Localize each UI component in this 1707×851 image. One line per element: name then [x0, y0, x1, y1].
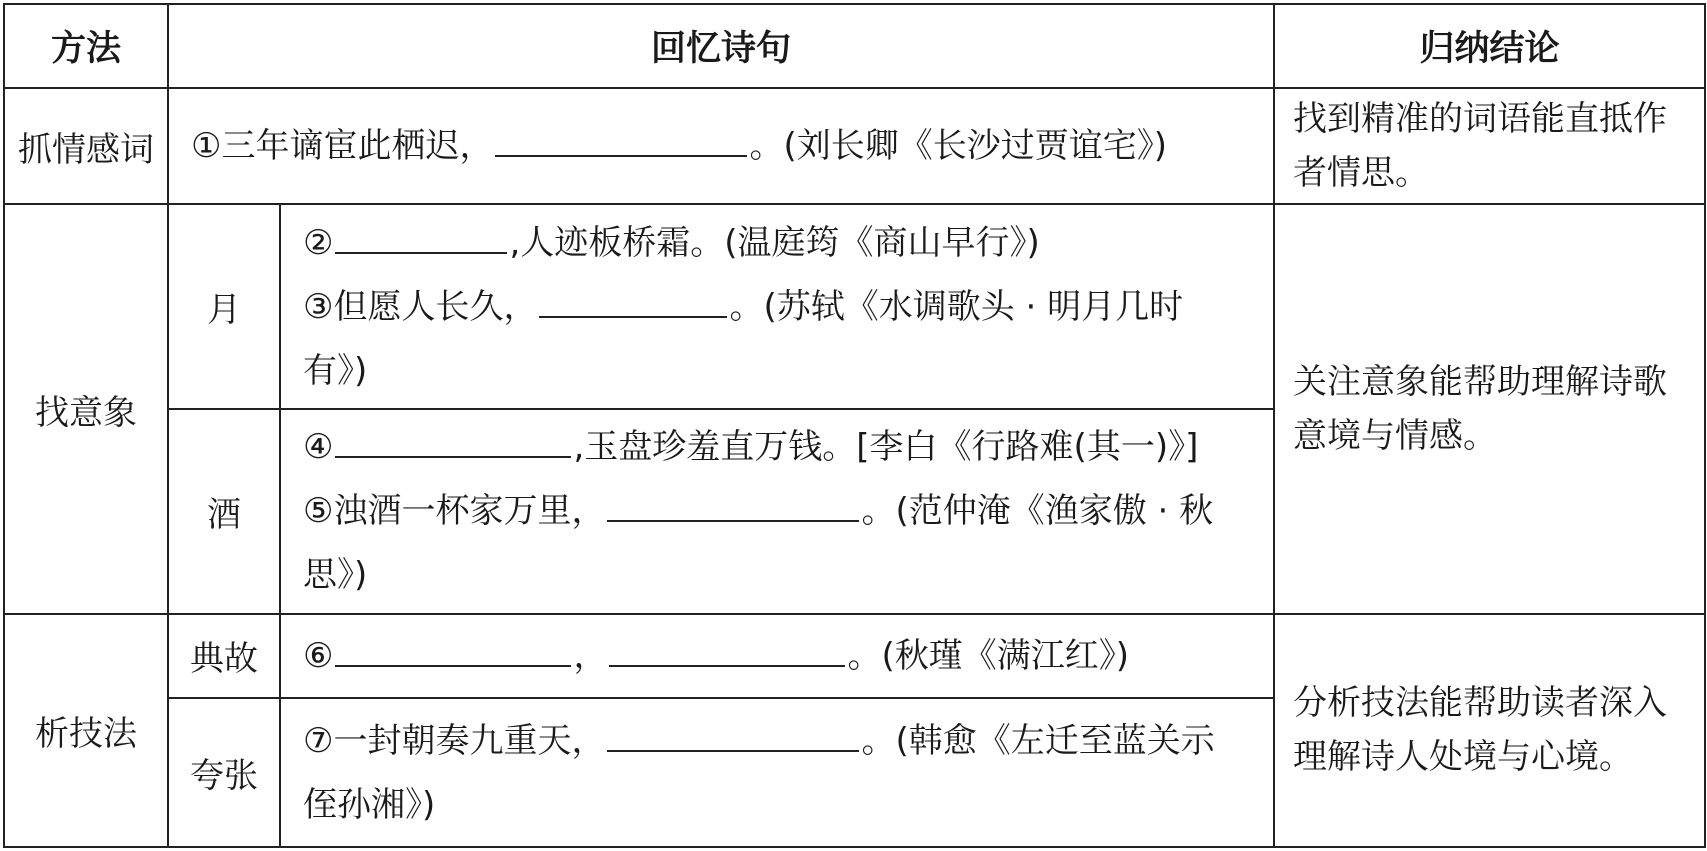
method-emotion-words: 抓情感词: [4, 88, 168, 204]
line-7: [303, 709, 1259, 773]
row-imagery-moon: [4, 204, 1705, 409]
recall-cell-exaggeration: [280, 698, 1274, 847]
blank-1[interactable]: [495, 119, 747, 157]
sub-wine: 酒: [168, 409, 280, 614]
header-recall: 回忆诗句: [168, 4, 1274, 88]
conclusion-emotion-words: 找到精准的词语能直抵作者情思。: [1274, 88, 1705, 204]
line-5-cont: 思》): [303, 555, 368, 596]
sub-exaggeration: 夸张: [168, 698, 280, 847]
line-4: [303, 415, 1259, 479]
recall-cell-allusion: [280, 614, 1274, 698]
blank-3[interactable]: [539, 280, 727, 318]
header-method: 方法: [4, 4, 168, 88]
blank-6a[interactable]: [335, 629, 571, 667]
header-conclusion: 归纳结论: [1274, 4, 1705, 88]
conclusion-technique: 分析技法能帮助读者深入理解诗人处境与心境。: [1274, 614, 1705, 847]
line-7-cont: 侄孙湘》): [303, 784, 436, 825]
recall-cell-moon: [280, 204, 1274, 409]
poetry-method-table: [3, 3, 1706, 848]
blank-2[interactable]: [335, 216, 507, 254]
method-technique: 析技法: [4, 614, 168, 847]
row-technique-allusion: [4, 614, 1705, 698]
sub-allusion: 典故: [168, 614, 280, 698]
line4-suffix: ,玉盘珍羞直万钱。[李白《行路难(其一)》]: [573, 427, 1199, 468]
fill-in-table-wrapper: [3, 3, 1704, 848]
conclusion-imagery: 关注意象能帮助理解诗歌意境与情感。: [1274, 204, 1705, 613]
line3-prefix: ③但愿人长久，: [303, 286, 538, 327]
recall-cell-1: [168, 88, 1274, 204]
line-3: [303, 275, 1259, 339]
blank-7[interactable]: [607, 714, 859, 752]
line-3-cont: 有》): [303, 350, 368, 391]
line-5: [303, 479, 1259, 543]
recall-cell-wine: [280, 409, 1274, 614]
row-emotion-words: [4, 88, 1705, 204]
blank-4[interactable]: [335, 420, 571, 458]
line4-prefix: ④: [303, 427, 334, 468]
line2-suffix: ,人迹板桥霜。(温庭筠《商山早行》): [509, 222, 1040, 263]
blank-5[interactable]: [607, 484, 859, 522]
line5-prefix: ⑤浊酒一杯家万里，: [303, 491, 606, 532]
line-2: [303, 211, 1259, 275]
sub-moon: 月: [168, 204, 280, 409]
line1-prefix: ①三年谪宦此栖迟，: [191, 126, 494, 167]
blank-6b[interactable]: [609, 629, 845, 667]
header-row: [4, 4, 1705, 88]
line1-suffix: 。(刘长卿《长沙过贾谊宅》): [749, 126, 1168, 167]
line5-suffix: 。(范仲淹《渔家傲 · 秋: [861, 491, 1214, 532]
line2-prefix: ②: [303, 222, 334, 263]
line6-prefix: ⑥: [303, 635, 334, 676]
line6-suffix: 。(秋瑾《满江红》): [847, 635, 1130, 676]
line6-middle: ，: [573, 635, 608, 676]
line7-prefix: ⑦一封朝奏九重天，: [303, 720, 606, 761]
line7-suffix: 。(韩愈《左迁至蓝关示: [861, 720, 1215, 761]
line3-suffix: 。(苏轼《水调歌头 · 明月几时: [729, 286, 1184, 327]
method-imagery: 找意象: [4, 204, 168, 613]
